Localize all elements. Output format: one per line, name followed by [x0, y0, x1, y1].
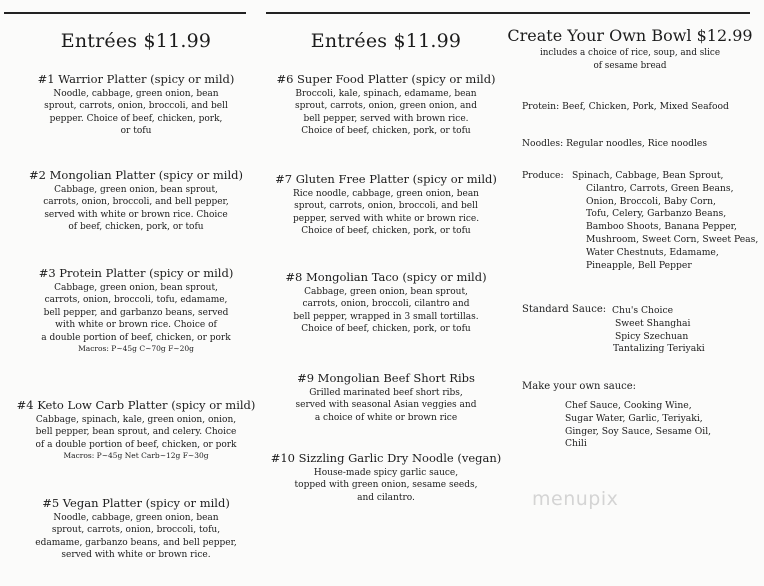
create-your-own-bowl [500, 26, 760, 72]
entrees-column-2 [268, 0, 504, 586]
menu-item-6 [268, 72, 504, 138]
make-your-own-sauce-list: Chef Sauce, Cooking Wine, Sugar Water, Garlic, Teriyaki, Ginger, Soy Sauce, Sesame Oil, Chili [565, 400, 712, 450]
column-2-heading: Entrées $11.99 [310, 30, 462, 52]
menu-item-8 [268, 270, 504, 336]
item-title: #1 Warrior Platter (spicy or mild) [37, 72, 235, 86]
standard-sauce-list: Chu's Choice Sweet Shanghai Spicy Szechuan Tantalizing Teriyaki [612, 305, 705, 355]
menu-item-1 [8, 72, 264, 138]
item-desc: Noodle, cabbage, green onion, bean sprout, carrots, onion, broccoli, tofu, edamame, garbanzo beans, and bell pepper, served with white or brown rice. [35, 513, 237, 561]
item-desc: Noodle, cabbage, green onion, bean sprout, carrots, onion, broccoli, and bell pepper. Choice of beef, chicken, pork, or tofu [44, 89, 228, 137]
item-title: #3 Protein Platter (spicy or mild) [38, 266, 234, 280]
make-your-own-sauce-label: Make your own sauce: [522, 381, 637, 392]
item-desc: House-made spicy garlic sauce, topped with green onion, sesame seeds, and cilantro. [294, 468, 478, 503]
item-desc: Cabbage, green onion, bean sprout, carrots, onion, broccoli, cilantro and bell pepper, wrapped in 3 small tortillas. Choice of beef, chicken, pork, or tofu [293, 287, 479, 335]
item-title: #6 Super Food Platter (spicy or mild) [276, 72, 496, 86]
menu-item-2 [8, 168, 264, 234]
bowl-subtitle: includes a choice of rice, soup, and slice of sesame bread [539, 48, 721, 71]
menu-item-10 [268, 451, 504, 504]
noodles-line: Noodles: Regular noodles, Rice noodles [522, 138, 708, 149]
item-macros: Macros: P~45g Net Carb~12g F~30g [63, 451, 209, 461]
protein-line: Protein: Beef, Chicken, Pork, Mixed Seafood [522, 101, 729, 112]
item-title: #2 Mongolian Platter (spicy or mild) [29, 168, 243, 182]
item-desc: Broccoli, kale, spinach, edamame, bean sprout, carrots, onion, green onion, and bell pepper, served with brown rice. Choice of beef, chicken, pork, or tofu [295, 89, 477, 137]
menupix-watermark: menupix [532, 488, 619, 510]
column-1-heading: Entrées $11.99 [60, 30, 212, 52]
menu-item-5 [8, 496, 264, 562]
produce-label: Produce: [522, 170, 564, 181]
item-title: #10 Sizzling Garlic Dry Noodle (vegan) [270, 451, 502, 465]
entrees-column-1 [8, 0, 264, 586]
item-desc: Grilled marinated beef short ribs, served with seasonal Asian veggies and a choice of white or brown rice [295, 388, 477, 423]
menu-item-7 [268, 172, 504, 238]
bowl-heading: Create Your Own Bowl $12.99 [507, 26, 753, 45]
produce-list: Spinach, Cabbage, Bean Sprout, Cilantro, Carrots, Green Beans, Onion, Broccoli, Baby Corn, Tofu, Celery, Garbanzo Beans, Bamboo Shoots, Banana Pepper, Mushroom, Sweet Corn, Sweet Peas, Water Chestnuts, Edamame, Pineapple, Bell Pepper [572, 170, 759, 271]
menu-item-9 [268, 371, 504, 424]
standard-sauce-label: Standard Sauce: [522, 304, 607, 315]
item-title: #4 Keto Low Carb Platter (spicy or mild) [16, 398, 256, 412]
item-desc: Cabbage, green onion, bean sprout, carrots, onion, broccoli, tofu, edamame, bell pepper, and garbanzo beans, served with white or brown rice. Choice of a double portion of beef, chicken, or pork [41, 283, 231, 343]
item-title: #9 Mongolian Beef Short Ribs [297, 371, 475, 385]
item-title: #8 Mongolian Taco (spicy or mild) [285, 270, 487, 284]
item-title: #5 Vegan Platter (spicy or mild) [42, 496, 230, 510]
item-desc: Cabbage, green onion, bean sprout, carrots, onion, broccoli, and bell pepper, served with white or brown rice. Choice of beef, chicken, pork, or tofu [43, 185, 229, 233]
item-desc: Cabbage, spinach, kale, green onion, onion, bell pepper, bean sprout, and celery. Choice of a double portion of beef, chicken, or pork [35, 415, 237, 450]
item-title: #7 Gluten Free Platter (spicy or mild) [275, 172, 497, 186]
menu-item-4 [8, 398, 264, 460]
item-macros: Macros: P~45g C~70g F~20g [78, 344, 194, 354]
item-desc: Rice noodle, cabbage, green onion, bean sprout, carrots, onion, broccoli, and bell pepper, served with white or brown rice. Choice of beef, chicken, pork, or tofu [292, 189, 480, 237]
menu-item-3 [8, 266, 264, 353]
